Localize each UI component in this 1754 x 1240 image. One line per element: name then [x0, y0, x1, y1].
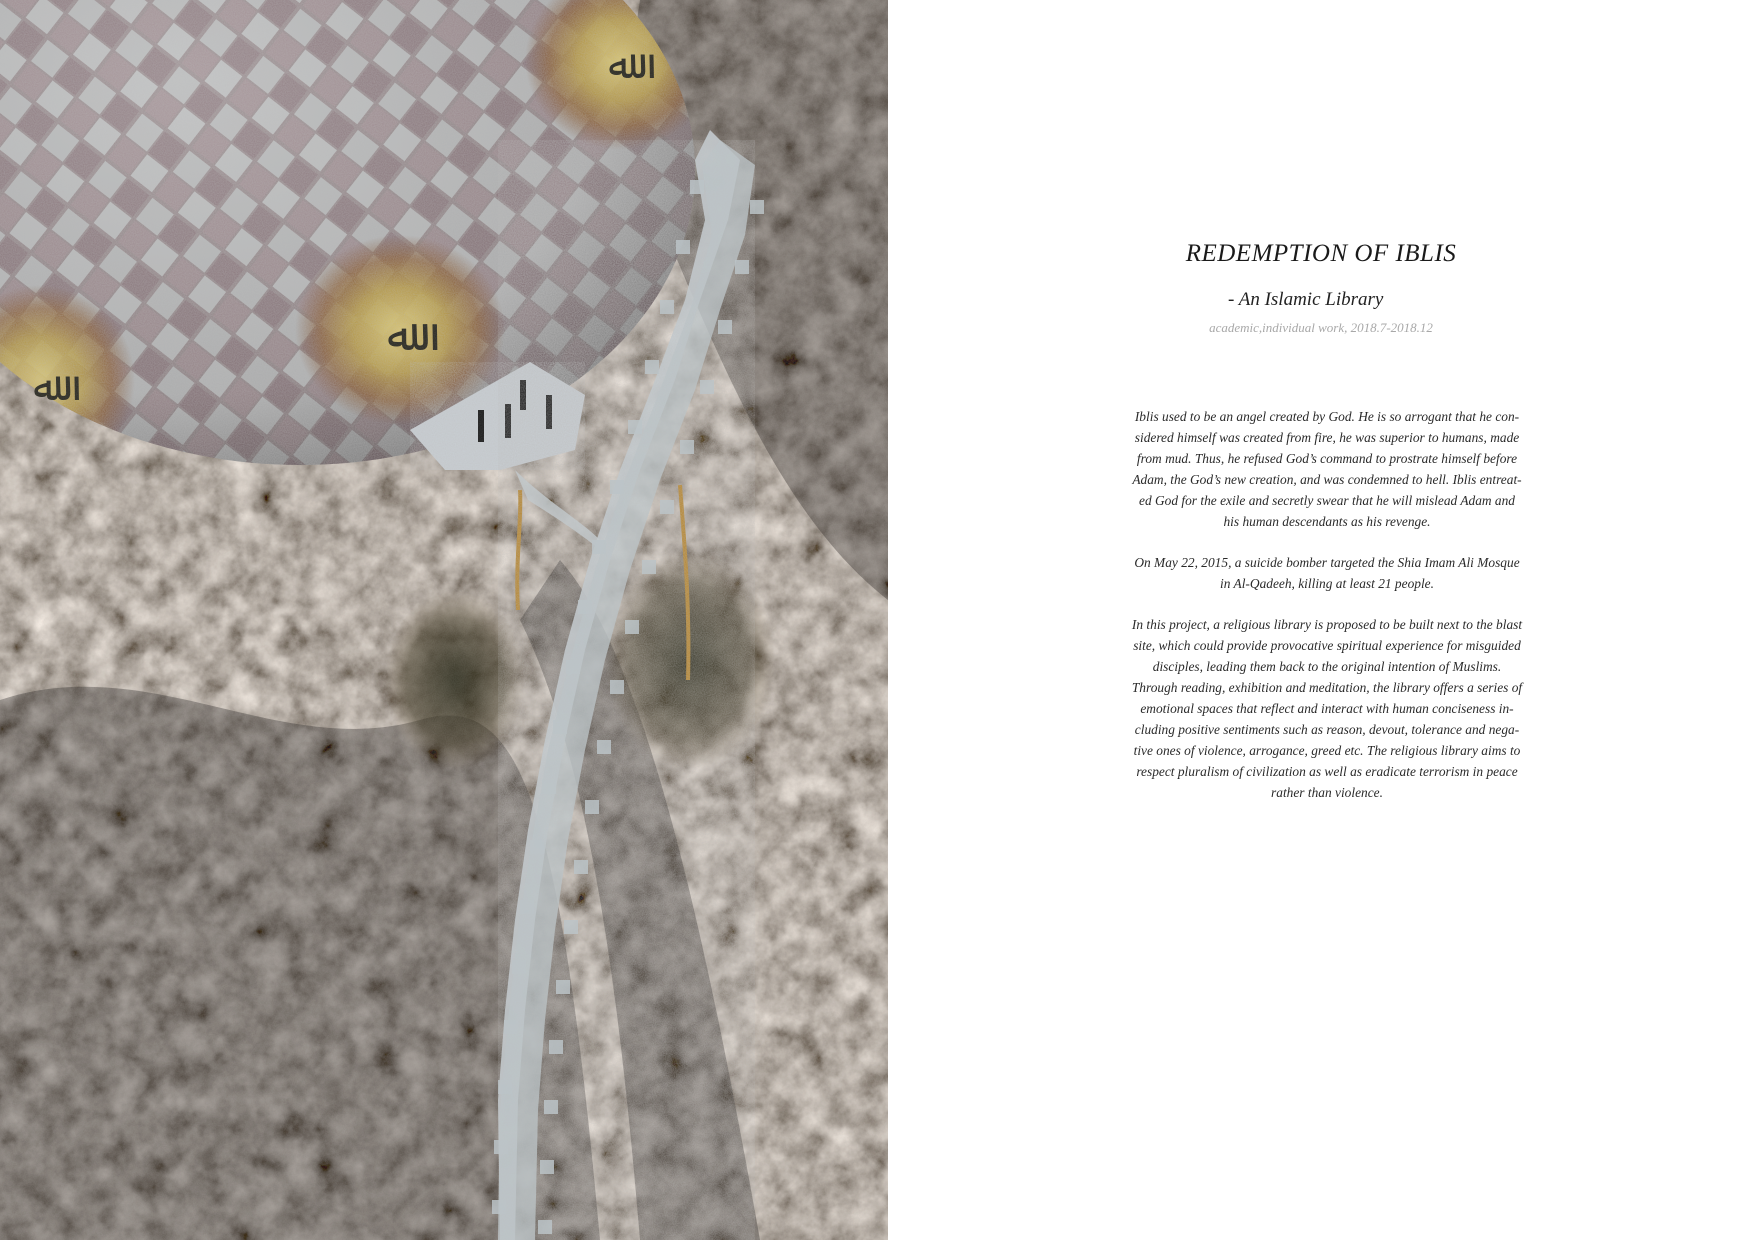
- project-subtitle: - An Islamic Library: [1228, 289, 1384, 310]
- text-line: In this project, a religious library is proposed to be built next to the blast: [1131, 617, 1523, 632]
- project-title: REDEMPTION OF IBLIS: [1185, 240, 1457, 267]
- text-line: rather than violence.: [1271, 785, 1383, 800]
- paragraph-bombing-event: [1110, 552, 1544, 594]
- text-line: his human descendants as his revenge.: [1223, 514, 1431, 529]
- text-line: Adam, the God’s new creation, and was condemned to hell. Iblis entreat-: [1132, 472, 1522, 487]
- text-line: cluding positive sentiments such as reason, devout, tolerance and nega-: [1134, 722, 1520, 737]
- paragraph-project-proposal: [1110, 614, 1544, 803]
- text-line: site, which could provide provocative spiritual experience for misguided: [1133, 638, 1521, 653]
- text-line: On May 22, 2015, a suicide bomber targeted the Shia Imam Ali Mosque: [1134, 555, 1520, 570]
- text-line: sidered himself was created from fire, he was superior to humans, made: [1134, 430, 1520, 445]
- text-line: Iblis used to be an angel created by God. He is so arrogant that he con-: [1134, 409, 1520, 424]
- project-description: [1110, 406, 1544, 823]
- text-line: in Al-Qadeeh, killing at least 21 people.: [1220, 576, 1434, 591]
- project-meta: academic,individual work, 2018.7-2018.12: [1209, 320, 1433, 335]
- text-line: respect pluralism of civilization as well as eradicate terrorism in peace: [1136, 764, 1518, 779]
- text-line: tive ones of violence, arrogance, greed etc. The religious library aims to: [1133, 743, 1521, 758]
- text-line: disciples, leading them back to the original intention of Muslims.: [1152, 659, 1502, 674]
- text-page: [888, 0, 1754, 1240]
- paragraph-iblis-story: [1110, 406, 1544, 532]
- text-line: from mud. Thus, he refused God’s command to prostrate himself before: [1136, 451, 1518, 466]
- text-line: ed God for the exile and secretly swear that he will mislead Adam and: [1139, 493, 1515, 508]
- text-line: Through reading, exhibition and meditation, the library offers a series of: [1131, 680, 1523, 695]
- text-line: emotional spaces that reflect and interact with human conciseness in-: [1140, 701, 1514, 716]
